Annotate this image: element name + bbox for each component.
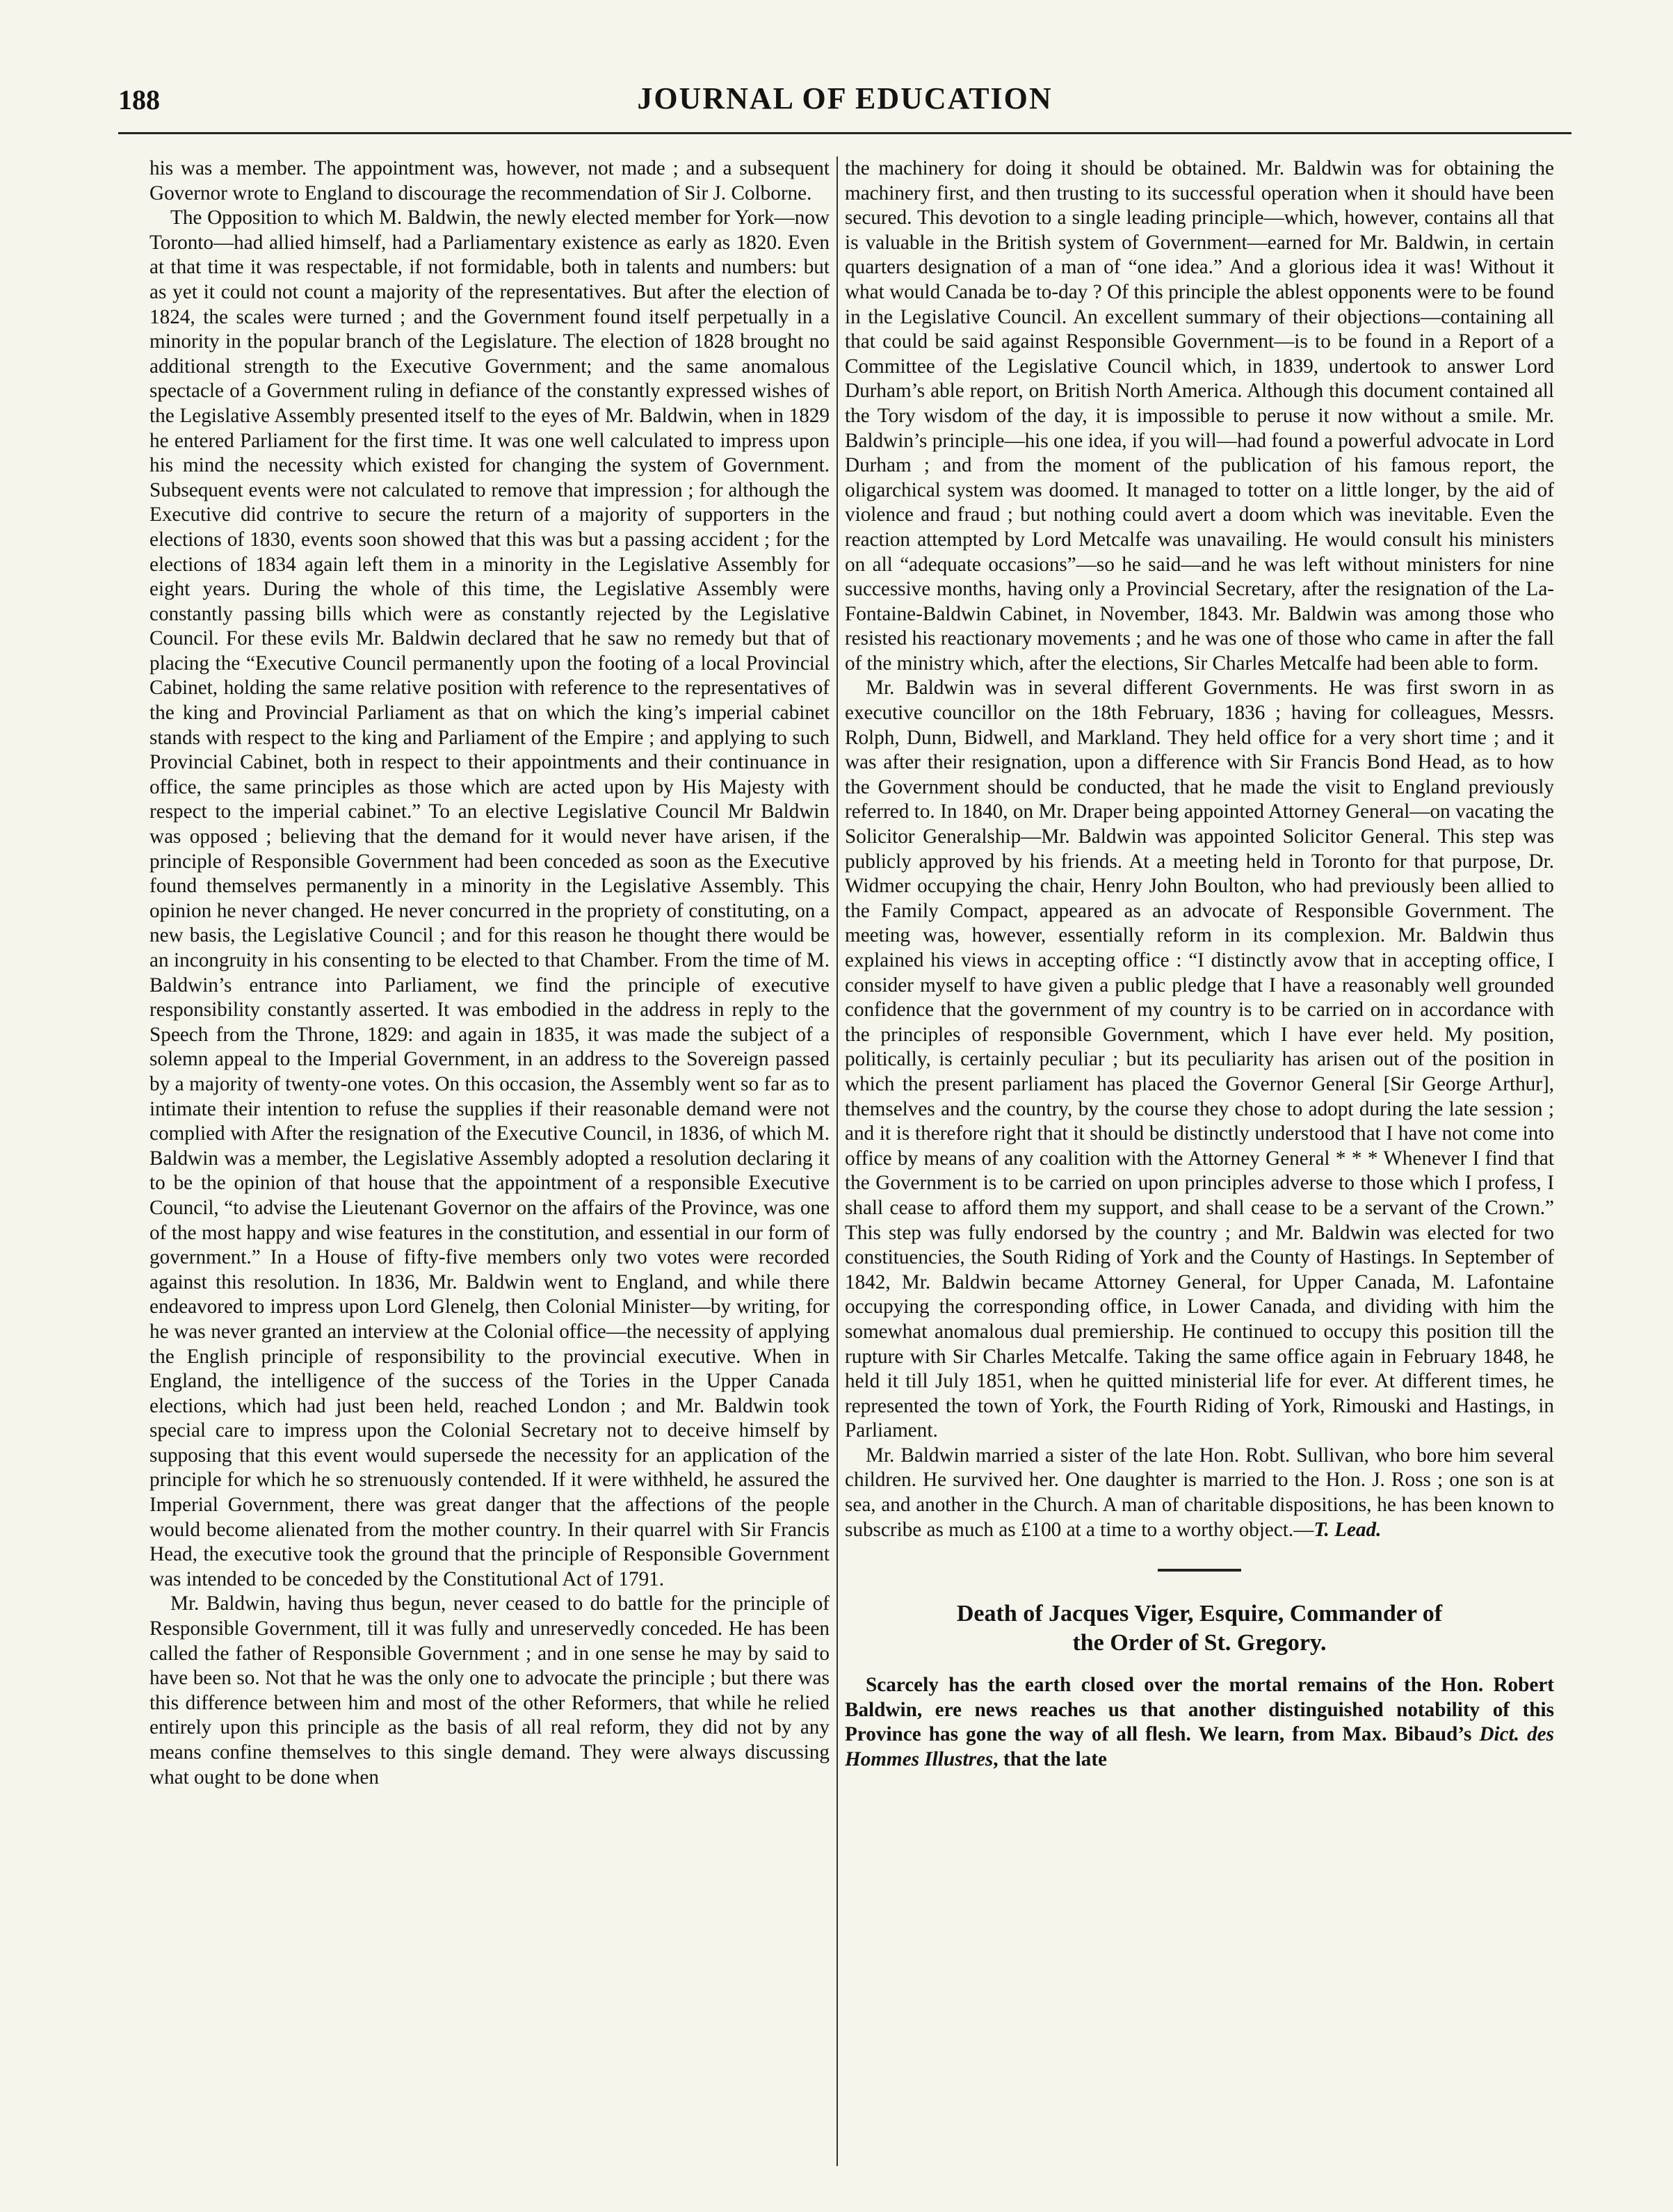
section-divider [1158,1569,1241,1572]
column-divider [836,156,838,2166]
section-body-text: Scarcely has the earth closed over the mortal remains of the Hon. Robert Baldwin, ere news reaches us that another distinguished notability of this Province has gone the way of all flesh. We learn, from Max. Bibaud’s [845,1674,1554,1746]
paragraph [845,1444,1554,1542]
section-body [845,1673,1554,1772]
paragraph-text: Mr. Baldwin married a sister of the late Hon. Robt. Sullivan, who bore him several children. He survived her. One daughter is married to the Hon. J. Ross ; one son is at sea, and another in the Church. A man of charitable dispositions, he has been known to subscribe as much as £100 at a time to a worthy object.— [845,1444,1554,1541]
section-title-line: the Order of St. Gregory. [1072,1630,1327,1656]
section-title [845,1599,1554,1658]
paragraph: Mr. Baldwin was in several different Governments. He was first sworn in as executive councillor on the 18th February, 1836 ; having for colleagues, Messrs. Rolph, Dunn, Bidwell, and Markland. They held office for a very short time ; and it was after their resignation, upon a difference with Sir Francis Bond Head, as to how the Government should be conducted, that he made the visit to England previously referred to. In 1840, on Mr. Draper being appointed Attorney General—on vacating the Solicitor Generalship—Mr. Baldwin was appointed Solicitor General. This step was publicly approved by his friends. At a meeting held in Toronto for that purpose, Dr. Widmer occupying the chair, Henry John Boulton, who had previously been allied to the Family Compact, appeared as an advocate of Responsible Government. The meeting was, however, essentially reform in its complexion. Mr. Baldwin thus explained his views in accepting office : “I distinctly avow that in accepting office, I consider myself to have given a public pledge that I have a reasonably well grounded confidence that the government of my country is to be carried on in accordance with the principles of responsible Government, which I have ever held. My position, politically, is certainly peculiar ; but its peculiarity has arisen out of the position in which the present parliament has placed the Governor General [Sir George Arthur], themselves and the country, by the course they chose to adopt during the late session ; and it is therefore right that it should be distinctly understood that I have not come into office by means of any coalition with the Attorney General * * * Whenever I find that the Government is to be carried on upon principles adverse to those which I profess, I shall cease to afford them my support, and shall cease to be a servant of the Crown.” This step was fully endorsed by the country ; and Mr. Baldwin was elected for two constituencies, the South Riding of York and the County of Hastings. In September of 1842, Mr. Baldwin became Attorney General, for Upper Canada, M. Lafontaine occupying the corresponding office, in Lower Canada, and dividing with him the somewhat anomalous dual premiership. He continued to occupy this position till the rupture with Sir Charles Metcalfe. Taking the same office again in February 1848, he held it till July 1851, when he quitted ministerial life for ever. At different times, he represented the town of York, the Fourth Riding of York, Rimouski and Hastings, in Parliament. [845,677,1554,1442]
section-title-line: Death of Jacques Viger, Esquire, Commander of [956,1601,1443,1627]
paragraph: the machinery for doing it should be obtained. Mr. Baldwin was for obtaining the machinery first, and then trusting to its successful operation when it should have been secured. This devotion to a single leading principle—which, however, contains all that is valuable in the British system of Government—earned for Mr. Baldwin, in certain quarters designation of a man of “one idea.” And a glorious idea it was! Without it what would Canada be to-day ? Of this principle the ablest opponents were to be found in the Legislative Council. An excellent summary of their objections—containing all that could be said against Responsible Government—is to be found in a Report of a Committee of the Legislative Council which, in 1839, undertook to answer Lord Durham’s able report, on British North America. Although this document contained all the Tory wisdom of the day, it is impossible to peruse it now without a smile. Mr. Baldwin’s principle—his one idea, if you will—had found a powerful advocate in Lord Durham ; and from the moment of the publication of his famous report, the oligarchical system was doomed. It managed to totter on a little longer, by the aid of violence and fraud ; but nothing could avert a doom which was inevitable. Even the reaction attempted by Lord Metcalfe was unavailing. He would consult his ministers on all “adequate occasions”—so he said—and he was left without ministers for nine successive months, having only a Provincial Secretary, after the resignation of the La-Fontaine-Baldwin Cabinet, in November, 1843. Mr. Baldwin was among those who resisted his reactionary movements ; and he was one of those who came in after the fall of the ministry which, after the elections, Sir Charles Metcalfe had been able to form. [845,157,1554,675]
paragraph: The Opposition to which M. Baldwin, the newly elected member for York—now Toronto—had allied himself, had a Parliamentary existence as early as 1820. Even at that time it was respectable, if not formidable, both in talents and numbers: but as yet it could not count a majority of the representatives. But after the election of 1824, the scales were turned ; and the Government found itself perpetually in a minority in the popular branch of the Legislature. The election of 1828 brought no additional strength to the Executive Government; and the same anomalous spectacle of a Government ruling in defiance of the constantly expressed wishes of the Legislative Assembly presented itself to the eyes of Mr. Baldwin, when in 1829 he entered Parliament for the first time. It was one well calculated to impress upon his mind the necessity which existed for changing the system of Government. Subsequent events were not calculated to remove that impression ; for although the Executive did contrive to secure the return of a majority of supporters in the elections of 1830, events soon showed that this was but a passing accident ; for the elections of 1834 again left them in a minority in the Legislative Assembly for eight years. During the whole of this time, the Legislative Assembly were constantly passing bills which were as constantly rejected by the Legislative Council. For these evils Mr. Baldwin declared that he saw no remedy but that of placing the “Executive Council permanently upon the footing of a local Provincial Cabinet, holding the same relative position with reference to the representatives of the king and Provincial Parliament as that on which the king’s imperial cabinet stands with respect to the king and Parliament of the Empire ; and applying to such Provincial Cabinet, both in respect to their appointments and their continuance in office, the same principles as those which are acted upon by His Majesty with respect to the imperial cabinet.” To an elective Legislative Council Mr Baldwin was opposed ; believing that the demand for it would never have arisen, if the principle of Responsible Government had been conceded as soon as the Executive found themselves permanently in a minority in the Legislative Assembly. This opinion he never changed. He never concurred in the propriety of constituting, on a new basis, the Legislative Council ; and for this reason he thought there would be an incongruity in his consenting to be elected to that Chamber. From the time of M. Baldwin’s entrance into Parliament, we find the principle of executive responsibility constantly asserted. It was embodied in the address in reply to the Speech from the Throne, 1829: and again in 1835, it was made the subject of a solemn appeal to the Imperial Government, in an address to the Sovereign passed by a majority of twenty-one votes. On this occasion, the Assembly went so far as to intimate their intention to refuse the supplies if their reasonable demand were not complied with After the resignation of the Executive Council, in 1836, of which M. Baldwin was a member, the Legislative Assembly adopted a resolution declaring it to be the opinion of that house that the appointment of a responsible Executive Council, “to advise the Lieutenant Governor on the affairs of the Province, was one of the most happy and wise features in the constitution, and essential in our form of government.” In a House of fifty-five members only two votes were recorded against this resolution. In 1836, Mr. Baldwin went to England, and while there endeavored to impress upon Lord Glenelg, then Colonial Minister—by writing, for he was never granted an interview at the Colonial office—the necessity of applying the English principle of responsibility to the provincial executive. When in England, the intelligence of the success of the Tories in the Upper Canada elections, which had just been held, reached London ; and Mr. Baldwin took special care to impress upon the Colonial Secretary not to deceive himself by supposing that this event would supersede the necessity for an application of the principle for which he so strenuously contended. If it were withheld, he assured the Imperial Government, there was great danger that the affections of the people would become alienated from the mother country. In their quarrel with Sir Francis Head, the executive took the ground that the principle of Responsible Government was intended to be conceded by the Constitutional Act of 1791. [149,207,830,1590]
header-rule [118,132,1571,134]
section-body-text: , that the late [993,1748,1108,1771]
signature: T. Lead. [1314,1518,1382,1541]
right-column [845,156,1554,2166]
paragraph: Mr. Baldwin, having thus begun, never ceased to do battle for the principle of Responsible Government, till it was fully and unreservedly conceded. He has been called the father of Responsible Government ; and in one sense he may by said to have been so. Not that he was the only one to advocate the principle ; but there was this difference between him and most of the other Reformers, that while he relied entirely upon this principle as the basis of all real reform, they did not by any means confine themselves to this single demand. They were always discussing what ought to be done when [149,1592,830,1789]
paragraph: his was a member. The appointment was, however, not made ; and a subsequent Governor wrote to England to discourage the recommendation of Sir J. Colborne. [149,157,830,204]
page-header [118,76,1571,125]
left-column [149,156,830,2166]
running-head: JOURNAL OF EDUCATION [637,81,1053,115]
page-number: 188 [118,84,160,115]
cited-work: Dict. des Hommes Illustres [845,1723,1554,1771]
